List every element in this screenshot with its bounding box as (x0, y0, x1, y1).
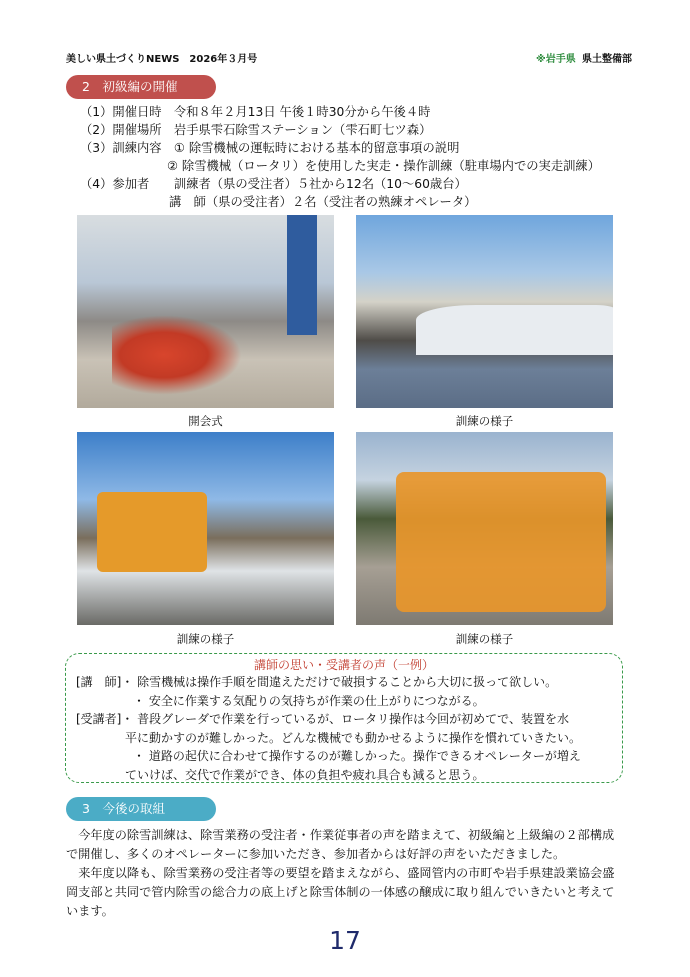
info-line: 講 師（県の受注者）２名（受注者の熟練オペレータ） (169, 195, 477, 209)
photo-caption: 訓練の様子 (455, 414, 514, 428)
voice-line: ・ 道路の起伏に合わせて操作するのが難しかった。操作できるオペレーターが増え (133, 749, 581, 763)
page-number: 17 (329, 926, 361, 955)
photo-opening-ceremony (77, 215, 334, 408)
logo-mark-icon: ※ (536, 54, 546, 65)
voice-line: 平に動かすのが難しかった。どんな機械でも動かせるように操作を慣れていきたい。 (125, 730, 582, 745)
logo-text: 岩手県 (545, 54, 576, 65)
paragraph: 来年度以降も、除雪業務の受注者等の要望を踏まえながら、盛岡管内の市町や岩手県建設業協会盛岡支部と共同で管内除雪の総合力の底上げと除雪体制の一体感の醸成に取り組んでいきたいと考えています。 (66, 866, 615, 918)
photo-training-3 (356, 432, 613, 625)
info-line: （2）開催場所 岩手県雫石除雪ステーション（雫石町七ツ森） (80, 123, 432, 137)
voice-line: ていけば、交代で作業ができ、体の負担や疲れ具合も減ると思う。 (125, 767, 485, 782)
photo-caption: 開会式 (188, 414, 223, 428)
photo-caption: 訓練の様子 (455, 632, 514, 646)
prefecture-logo (536, 50, 576, 65)
photo-caption: 訓練の様子 (176, 632, 235, 646)
photo-training-2 (77, 432, 334, 625)
voice-line: ・ 安全に作業する気配りの気持ちが作業の仕上がりにつながる。 (133, 693, 485, 708)
info-line: ② 除雪機械（ロータリ）を使用した実走・操作訓練（駐車場内での実走訓練） (167, 159, 601, 173)
info-line: （1）開催日時 令和８年２月13日 午後１時30分から午後４時 (80, 105, 431, 119)
info-line: （3）訓練内容 ① 除雪機械の運転時における基本的留意事項の説明 (80, 141, 460, 155)
department-name: 県土整備部 (582, 54, 632, 65)
voices-title: 講師の思い・受講者の声（一例） (253, 658, 434, 672)
voices-box (65, 653, 623, 783)
section-2-heading: 2 初級編の開催 (66, 75, 216, 99)
info-line: （4）参加者 訓練者（県の受注者）５社から12名（10～60歳台） (80, 177, 467, 191)
newsletter-title: 美しい県土づくりNEWS 2026年３月号 (66, 54, 258, 65)
section-3-heading: 3 今後の取組 (66, 797, 216, 821)
paragraph: 今年度の除雪訓練は、除雪業務の受注者・作業従事者の声を踏まえて、初級編と上級編の２部構成で開催し、多くのオペレーターに参加いただき、参加者からは好評の声をいただきました。 (66, 828, 615, 861)
voice-line: [講 師]・ 除雪機械は操作手順を間違えただけで破損することから大切に扱って欲しい。 (76, 675, 558, 689)
section-3-body (66, 826, 626, 921)
voice-line: [受講者]・ 普段グレーダで作業を行っているが、ロータリ操作は今回が初めてで、装置を水 (76, 712, 569, 726)
photo-training-1 (356, 215, 613, 408)
